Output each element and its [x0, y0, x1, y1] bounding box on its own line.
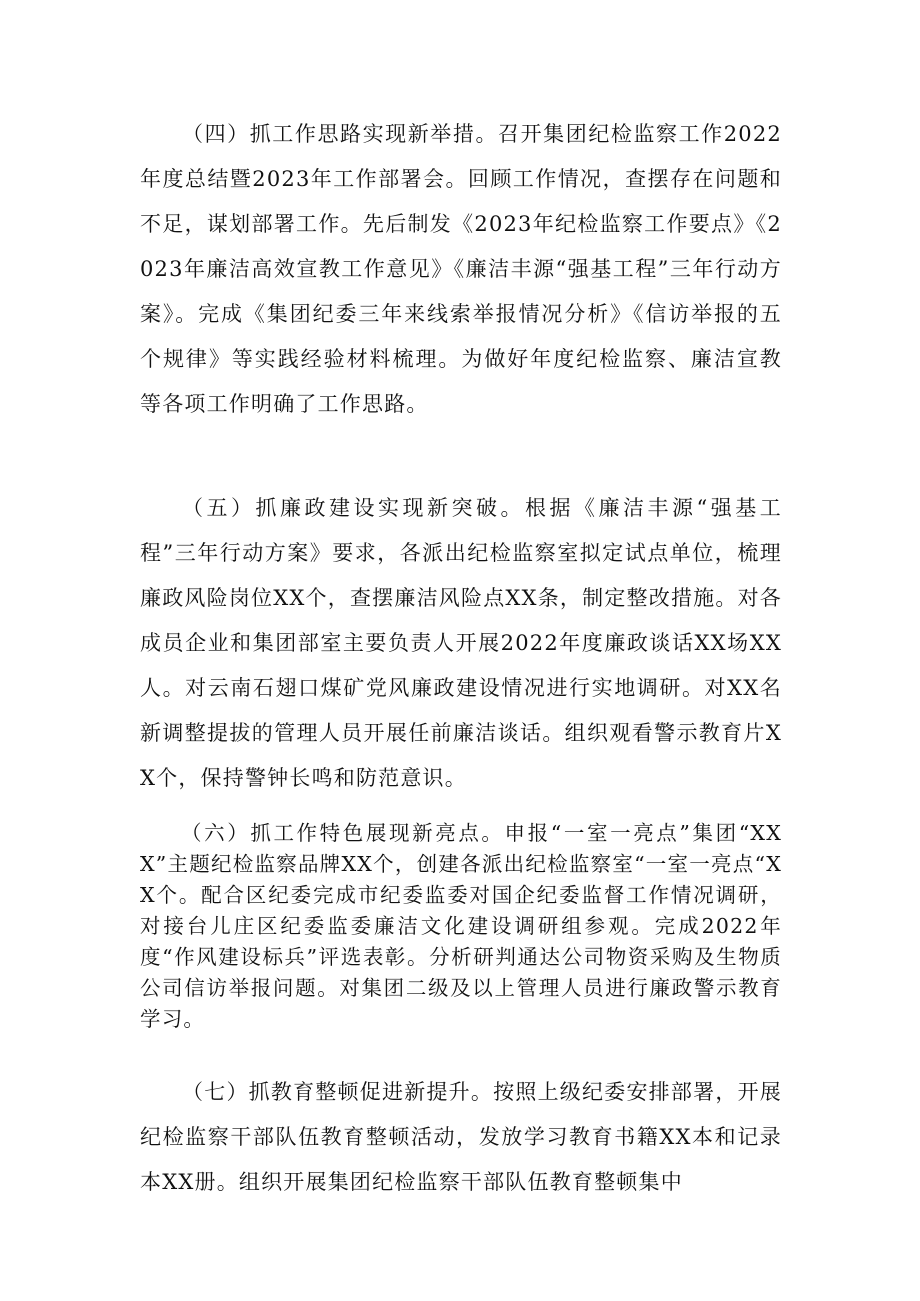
paragraph-seven-education-rectification: （七）抓教育整顿促进新提升。按照上级纪委安排部署，开展纪检监察干部队伍教育整顿活动，发放学习教育书籍XX本和记录本XX册。组织开展集团纪检监察干部队伍教育整顿集中 — [140, 1080, 782, 1194]
paragraph-six-work-highlights: （六）抓工作特色展现新亮点。申报“一室一亮点”集团“XXX”主题纪检监察品牌XX个，创建各派出纪检监察室“一室一亮点“XX个。配合区纪委完成市纪委监委对国企纪委监督工作情况调研，对接台儿庄区纪委监委廉洁文化建设调研组参观。完成2022年度“作风建设标兵”评选表彰。分析研判通达公司物资采购及生物质公司信访举报问题。对集团二级及以上管理人员进行廉政警示教育学习。 — [140, 821, 782, 1031]
paragraph-four-work-ideas: （四）抓工作思路实现新举措。召开集团纪检监察工作2022年度总结暨2023年工作部署会。回顾工作情况，查摆存在问题和不足，谋划部署工作。先后制发《2023年纪检监察工作要点》《2023年廉洁高效宣教工作意见》《廉洁丰源“强基工程”三年行动方案》。完成《集团纪委三年来线索举报情况分析》《信访举报的五个规律》等实践经验材料梳理。为做好年度纪检监察、廉洁宣教等各项工作明确了工作思路。 — [140, 122, 782, 416]
paragraph-five-clean-governance: （五）抓廉政建设实现新突破。根据《廉洁丰源“强基工程”三年行动方案》要求，各派出纪检监察室拟定试点单位，梳理廉政风险岗位XX个，查摆廉洁风险点XX条，制定整改措施。对各成员企业和集团部室主要负责人开展2022年度廉政谈话XX场XX人。对云南石翅口煤矿党风廉政建设情况进行实地调研。对XX名新调整提拔的管理人员开展任前廉洁谈话。组织观看警示教育片XX个，保持警钟长鸣和防范意识。 — [140, 496, 782, 790]
